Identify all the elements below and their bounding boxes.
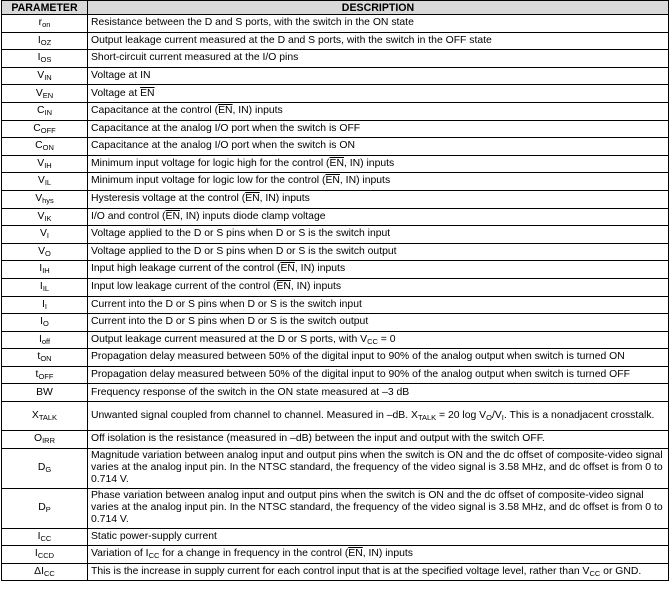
table-row [2, 173, 669, 191]
enable-overline: $\overline{EN}$ [348, 548, 363, 560]
description-text: Capacitance at the control ( [91, 105, 219, 117]
enable-overline: $\overline{EN}$ [280, 263, 295, 275]
parameter-symbol: I [37, 530, 41, 542]
parameter-cell [2, 296, 88, 314]
description-cell [88, 32, 669, 50]
parameter-subscript: O [43, 319, 49, 329]
parameter-cell [2, 546, 88, 564]
table-row [2, 331, 669, 349]
description-subscript: CC [589, 568, 601, 578]
description-cell [88, 261, 669, 279]
table-row [2, 448, 669, 488]
description-text: I/O and control ( [91, 210, 166, 222]
parameter-subscript: ON [42, 143, 54, 153]
parameter-symbol: I [39, 263, 43, 275]
parameter-subscript: IRR [42, 436, 55, 446]
description-cell [88, 67, 669, 85]
description-text: Current into the D or S pins when D or S is the switch input [91, 298, 362, 310]
table-row [2, 563, 669, 581]
table-row [2, 366, 669, 384]
parameter-cell [2, 50, 88, 68]
parameter-symbol: X [31, 409, 39, 421]
enable-overline: $\overline{EN}$ [245, 193, 260, 205]
description-subscript: I [501, 412, 504, 422]
description-text: , IN) inputs [232, 105, 283, 117]
description-cell [88, 102, 669, 120]
parameter-cell [2, 173, 88, 191]
enable-overline: $\overline{EN}$ [140, 87, 155, 99]
table-row [2, 402, 669, 431]
parameter-symbol: I [39, 281, 43, 293]
parameter-subscript: O [45, 248, 51, 258]
description-text: Propagation delay measured between 50% of the digital input to 90% of the analog output when switch is turned OFF [91, 369, 630, 381]
description-text: Voltage at [91, 87, 141, 99]
table-row [2, 15, 669, 33]
description-text: Minimum input voltage for logic high for the control ( [91, 157, 330, 169]
description-cell [88, 331, 669, 349]
parameter-symbol: C [36, 105, 45, 117]
parameter-cell [2, 138, 88, 156]
parameter-cell [2, 261, 88, 279]
description-text: Propagation delay measured between 50% of the digital input to 90% of the analog output when switch is turned ON [91, 351, 625, 363]
parameter-symbol: I [37, 34, 41, 46]
description-cell [88, 296, 669, 314]
enable-overline: $\overline{EN}$ [276, 281, 291, 293]
enable-overline: $\overline{EN}$ [218, 105, 233, 117]
enable-overline: $\overline{EN}$ [165, 210, 180, 222]
parameter-cell [2, 431, 88, 449]
parameter-cell [2, 314, 88, 332]
parameter-symbol: C [33, 122, 41, 134]
description-text: , IN) inputs [290, 281, 342, 293]
description-text: Static power-supply current [91, 530, 217, 542]
table-row [2, 296, 669, 314]
parameter-subscript: OFF [38, 372, 54, 382]
parameter-subscript: IN [44, 108, 52, 118]
parameter-symbol: D [37, 462, 46, 473]
description-text: Input low leakage current of the control ( [91, 281, 277, 293]
parameter-subscript: TALK [38, 412, 58, 422]
table-row [2, 314, 669, 332]
parameter-subscript: CCD [37, 551, 55, 561]
parameter-symbol: V [37, 69, 45, 81]
parameter-symbol: V [38, 245, 46, 257]
parameter-subscript: CC [40, 533, 52, 543]
description-text: Hysteresis voltage at the control ( [91, 193, 246, 205]
table-row [2, 488, 669, 528]
parameter-table [1, 0, 669, 581]
parameter-cell [2, 208, 88, 226]
table-row [2, 528, 669, 546]
description-text: Resistance between the D and S ports, with the switch in the ON state [91, 17, 414, 29]
description-text: Capacitance at the analog I/O port when the switch is ON [91, 140, 355, 152]
table-row [2, 85, 669, 103]
parameter-cell [2, 366, 88, 384]
description-subscript: CC [367, 336, 378, 346]
parameter-cell [2, 155, 88, 173]
description-cell [88, 448, 669, 488]
description-subscript: O [486, 412, 492, 422]
parameter-cell [2, 190, 88, 208]
parameter-subscript: IL [42, 284, 50, 294]
parameter-symbol: I [40, 316, 44, 328]
parameter-symbol: I [38, 333, 42, 345]
header-description: DESCRIPTION [88, 1, 669, 15]
description-cell [88, 563, 669, 581]
parameter-subscript: I [46, 231, 50, 241]
description-text: Current into the D or S pins when D or S is the switch output [91, 316, 369, 328]
parameter-subscript: IH [44, 160, 52, 170]
parameter-subscript: OS [40, 55, 52, 65]
parameter-cell [2, 32, 88, 50]
parameter-symbol: BW [36, 386, 53, 398]
description-text: Voltage applied to the D or S pins when D or S is the switch input [91, 228, 391, 240]
parameter-symbol: t [37, 351, 41, 363]
description-text: Frequency response of the switch in the ON state measured at –3 dB [91, 386, 410, 398]
parameter-subscript: IH [42, 266, 50, 276]
parameter-cell [2, 331, 88, 349]
parameter-subscript: P [45, 505, 51, 514]
description-cell [88, 15, 669, 33]
description-text: for a change in frequency in the control ( [159, 548, 349, 560]
table-row [2, 261, 669, 279]
description-cell [88, 431, 669, 449]
description-text: Output leakage current measured at the D and S ports, with the switch in the OFF state [91, 34, 492, 46]
description-text: Variation of I [91, 548, 149, 560]
parameter-cell [2, 243, 88, 261]
parameter-subscript: G [45, 465, 52, 474]
description-cell [88, 120, 669, 138]
parameter-subscript: IN [44, 72, 52, 82]
parameter-cell [2, 384, 88, 402]
description-text: Off isolation is the resistance (measured in –dB) between the input and output with the switch OFF. [91, 433, 545, 445]
description-cell [88, 243, 669, 261]
description-text: , IN) inputs diode clamp voltage [179, 210, 326, 222]
parameter-subscript: on [42, 20, 51, 30]
description-cell [88, 366, 669, 384]
table-row [2, 243, 669, 261]
description-text: , IN) inputs [343, 157, 395, 169]
parameter-subscript: I [44, 301, 47, 311]
parameter-cell [2, 102, 88, 120]
description-cell [88, 190, 669, 208]
parameter-symbol: V [35, 87, 43, 99]
parameter-symbol: V [37, 175, 45, 187]
table-row [2, 102, 669, 120]
table-row [2, 278, 669, 296]
parameter-symbol: V [37, 157, 45, 169]
description-text: Minimum input voltage for logic low for the control ( [91, 175, 326, 187]
parameter-symbol: I [37, 52, 41, 64]
parameter-subscript: OFF [40, 125, 56, 135]
description-cell [88, 314, 669, 332]
description-cell [88, 528, 669, 546]
description-subscript: TALK [417, 412, 437, 422]
description-text: Capacitance at the analog I/O port when the switch is OFF [91, 122, 361, 134]
parameter-symbol: C [35, 140, 43, 152]
table-row [2, 120, 669, 138]
description-cell [88, 402, 669, 431]
description-text: Voltage at IN [91, 69, 151, 81]
parameter-cell [2, 528, 88, 546]
description-cell [88, 349, 669, 367]
description-cell [88, 488, 669, 528]
table-row [2, 208, 669, 226]
description-text: /V [491, 409, 502, 421]
parameter-subscript: OZ [40, 37, 52, 47]
parameter-cell [2, 67, 88, 85]
description-text: Magnitude variation between analog input and output pins when the switch is ON and the dc offset of composite-video signal varies at the analog input pin. In the NTSC standard, the frequency of the video signal is 3.58 MHz, and dc offset is from 0 to 0.714 V. [91, 449, 663, 486]
parameter-cell [2, 402, 88, 431]
table-row [2, 67, 669, 85]
parameter-cell [2, 278, 88, 296]
parameter-symbol: ΔI [34, 565, 44, 577]
parameter-symbol: r [38, 17, 43, 29]
parameter-symbol: V [35, 193, 43, 205]
description-cell [88, 384, 669, 402]
description-text: Input high leakage current of the control ( [91, 263, 281, 275]
parameter-cell [2, 349, 88, 367]
description-cell [88, 138, 669, 156]
description-cell [88, 173, 669, 191]
header-parameter: PARAMETER [2, 1, 88, 15]
description-text: , IN) inputs [294, 263, 346, 275]
parameter-subscript: off [41, 336, 51, 346]
enable-overline: $\overline{EN}$ [325, 175, 340, 187]
parameter-symbol: O [33, 433, 43, 445]
parameter-subscript: EN [42, 90, 54, 100]
table-row [2, 50, 669, 68]
table-row [2, 190, 669, 208]
description-cell [88, 278, 669, 296]
description-text: Unwanted signal coupled from channel to channel. Measured in –dB. X [91, 409, 418, 421]
description-text: , IN) inputs [362, 548, 413, 560]
description-cell [88, 85, 669, 103]
table-row [2, 349, 669, 367]
description-text: = 0 [377, 333, 396, 345]
table-row [2, 546, 669, 564]
parameter-cell [2, 563, 88, 581]
enable-overline: $\overline{EN}$ [329, 157, 344, 169]
header-row [2, 1, 669, 15]
parameter-subscript: CC [43, 568, 55, 578]
parameter-symbol: I [42, 298, 45, 310]
description-cell [88, 546, 669, 564]
parameter-subscript: IK [44, 213, 52, 223]
parameter-cell [2, 488, 88, 528]
description-text: or GND. [600, 565, 642, 577]
description-text: , IN) inputs [259, 193, 310, 205]
parameter-subscript: hys [42, 196, 54, 206]
description-text: This is the increase in supply current for each control input that is at the specified voltage level, rather than V [91, 565, 590, 577]
table-row [2, 138, 669, 156]
description-text: . This is a nonadjacent crosstalk. [503, 409, 655, 421]
description-subscript: CC [148, 551, 160, 561]
parameter-cell [2, 120, 88, 138]
parameter-symbol: V [39, 228, 47, 240]
description-cell [88, 50, 669, 68]
description-cell [88, 155, 669, 173]
description-text: , IN) inputs [339, 175, 391, 187]
table-row [2, 431, 669, 449]
table-row [2, 155, 669, 173]
description-text: = 20 log V [436, 409, 487, 421]
table-row [2, 32, 669, 50]
description-cell [88, 208, 669, 226]
parameter-subscript: ON [40, 354, 52, 364]
description-text: Short-circuit current measured at the I/O pins [91, 52, 299, 64]
parameter-subscript: IL [44, 178, 52, 188]
table-row [2, 226, 669, 244]
parameter-cell [2, 226, 88, 244]
parameter-symbol: V [37, 210, 45, 222]
parameter-symbol: D [38, 502, 46, 513]
parameter-cell [2, 448, 88, 488]
table-row [2, 384, 669, 402]
description-cell [88, 226, 669, 244]
description-text: Phase variation between analog input and output pins when the switch is ON and the dc offset of composite-video signal varies at the analog input pin. In the NTSC standard, the frequency of the video signal is 3.58 MHz, and dc offset is from 0 to 0.714 V. [91, 489, 663, 526]
parameter-cell [2, 85, 88, 103]
description-text: Output leakage current measured at the D or S ports, with V [91, 333, 368, 345]
parameter-symbol: I [34, 548, 38, 560]
parameter-symbol: t [35, 369, 39, 381]
description-text: Voltage applied to the D or S pins when D or S is the switch output [91, 245, 397, 257]
parameter-cell [2, 15, 88, 33]
